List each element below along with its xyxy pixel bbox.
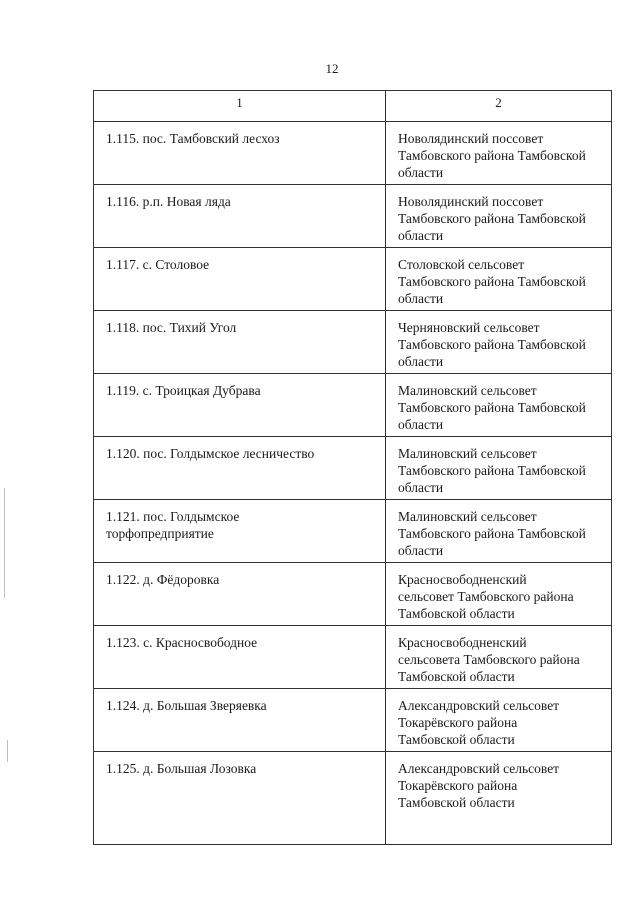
column-header-settlement: 1 [94, 91, 386, 122]
settlement-cell: 1.123. с. Красносвободное [94, 626, 386, 689]
table-row [94, 689, 612, 752]
settlement-cell: 1.118. пос. Тихий Угол [94, 311, 386, 374]
table-row [94, 626, 612, 689]
municipality-cell: Малиновский сельсовет Тамбовского района Тамбовской области [386, 437, 612, 500]
settlement-cell: 1.121. пос. Голдымское торфопредприятие [94, 500, 386, 563]
municipality-cell: Новолядинский поссовет Тамбовского района Тамбовской области [386, 122, 612, 185]
table-row [94, 374, 612, 437]
column-header-municipality: 2 [386, 91, 612, 122]
page-number: 12 [325, 61, 339, 76]
municipality-cell: Александровский сельсовет Токарёвского района Тамбовской области [386, 752, 612, 845]
scan-margin-mark [4, 488, 5, 598]
table-row [94, 248, 612, 311]
settlement-cell: 1.124. д. Большая Зверяевка [94, 689, 386, 752]
table-header-row [94, 91, 612, 122]
settlement-cell: 1.119. с. Троицкая Дубрава [94, 374, 386, 437]
settlement-cell: 1.116. р.п. Новая ляда [94, 185, 386, 248]
table-row [94, 752, 612, 845]
municipality-cell: Черняновский сельсовет Тамбовского района Тамбовской области [386, 311, 612, 374]
municipality-cell: Александровский сельсовет Токарёвского района Тамбовской области [386, 689, 612, 752]
municipality-cell: Столовской сельсовет Тамбовского района Тамбовской области [386, 248, 612, 311]
municipality-cell: Красносвободненский сельсовета Тамбовского района Тамбовской области [386, 626, 612, 689]
scan-margin-mark [7, 740, 8, 762]
table-row [94, 500, 612, 563]
municipality-cell: Малиновский сельсовет Тамбовского района Тамбовской области [386, 500, 612, 563]
table-row [94, 437, 612, 500]
table-row [94, 185, 612, 248]
settlement-cell: 1.120. пос. Голдымское лесничество [94, 437, 386, 500]
settlement-cell: 1.122. д. Фёдоровка [94, 563, 386, 626]
table-row [94, 311, 612, 374]
municipality-cell: Малиновский сельсовет Тамбовского района Тамбовской области [386, 374, 612, 437]
settlements-table [93, 90, 612, 845]
settlement-cell: 1.125. д. Большая Лозовка [94, 752, 386, 845]
municipality-cell: Красносвободненский сельсовет Тамбовского района Тамбовской области [386, 563, 612, 626]
table-row [94, 122, 612, 185]
settlement-cell: 1.117. с. Столовое [94, 248, 386, 311]
table-row [94, 563, 612, 626]
municipality-cell: Новолядинский поссовет Тамбовского района Тамбовской области [386, 185, 612, 248]
settlement-cell: 1.115. пос. Тамбовский лесхоз [94, 122, 386, 185]
